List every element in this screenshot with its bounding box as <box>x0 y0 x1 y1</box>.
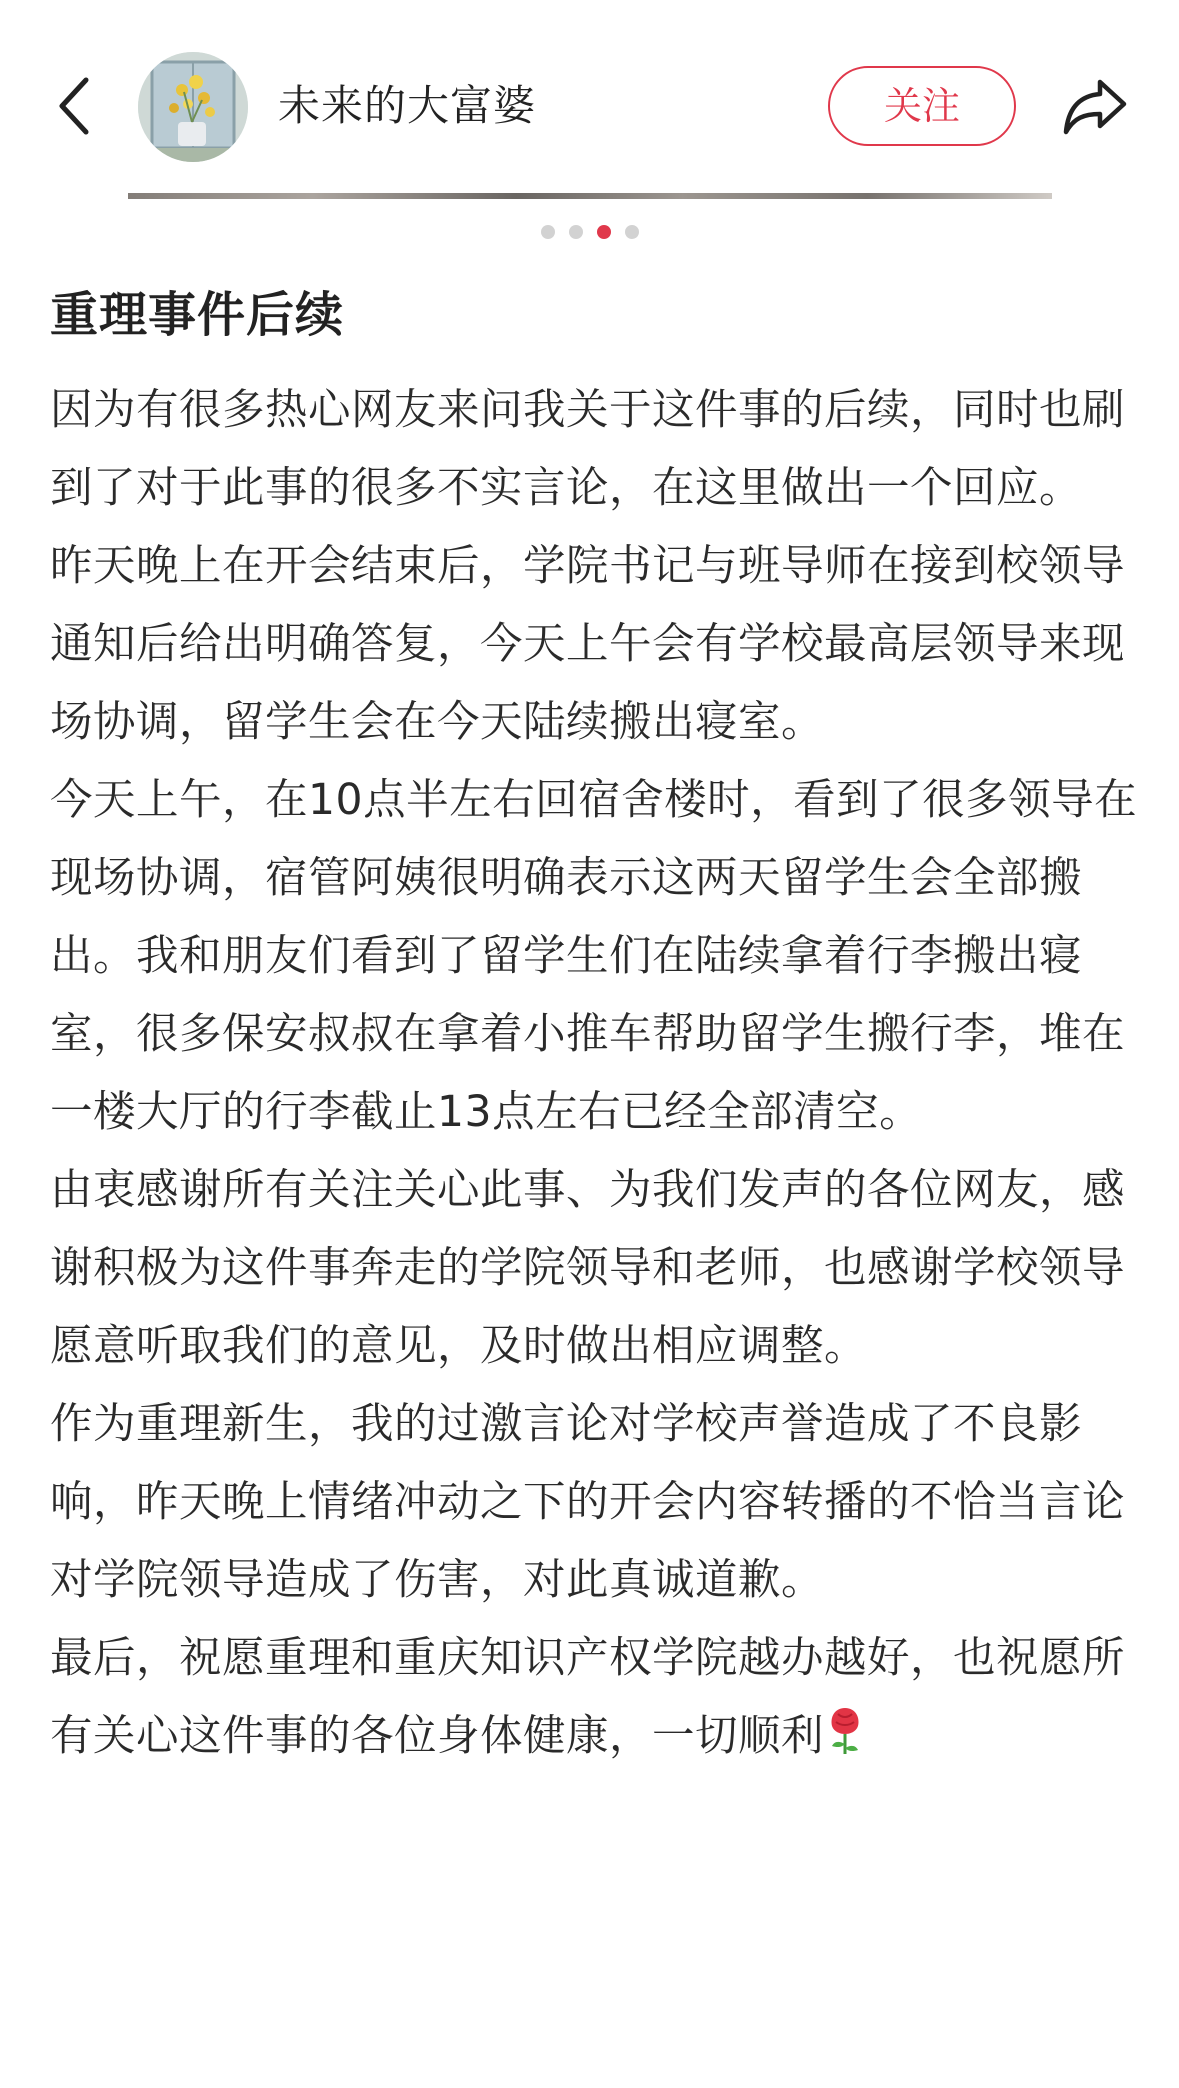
paragraph-last <box>50 1620 1140 1776</box>
avatar-flower-image <box>138 52 248 162</box>
post-title: 重理事件后续 <box>50 287 345 343</box>
author-name[interactable]: 未来的大富婆 <box>278 81 537 130</box>
back-button[interactable] <box>44 66 104 146</box>
carousel-dot[interactable] <box>569 225 583 239</box>
post-image-edge[interactable] <box>128 193 1052 199</box>
paragraph: 昨天晚上在开会结束后，学院书记与班导师在接到校领导通知后给出明确答复，今天上午会有学校最高层领导来现场协调，留学生会在今天陆续搬出寝室。 <box>50 542 1126 747</box>
carousel-dot[interactable] <box>625 225 639 239</box>
paragraph-text: 最后，祝愿重理和重庆知识产权学院越办越好，也祝愿所有关心这件事的各位身体健康，一切顺利 <box>50 1634 1126 1761</box>
carousel-dot-active[interactable] <box>597 225 611 239</box>
chevron-left-icon <box>56 76 92 136</box>
carousel-indicator <box>0 225 1179 241</box>
avatar[interactable] <box>138 52 248 162</box>
share-arrow-icon <box>1062 76 1130 136</box>
paragraph: 今天上午，在10点半左右回宿舍楼时，看到了很多领导在现场协调，宿管阿姨很明确表示这两天留学生会全部搬出。我和朋友们看到了留学生们在陆续拿着行李搬出寝室，很多保安叔叔在拿着小推车帮助留学生搬行李，堆在一楼大厅的行李截止13点左右已经全部清空。 <box>50 776 1138 1137</box>
rose-icon <box>824 1704 866 1756</box>
post-body <box>50 372 1140 1776</box>
follow-button[interactable]: 关注 <box>828 66 1016 146</box>
paragraph: 由衷感谢所有关注关心此事、为我们发声的各位网友，感谢积极为这件事奔走的学院领导和老师，也感谢学校领导愿意听取我们的意见，及时做出相应调整。 <box>50 1166 1126 1371</box>
paragraph: 作为重理新生，我的过激言论对学校声誉造成了不良影响，昨天晚上情绪冲动之下的开会内容转播的不恰当言论对学院领导造成了伤害，对此真诚道歉。 <box>50 1400 1126 1605</box>
carousel-dot[interactable] <box>541 225 555 239</box>
post-header <box>0 0 1179 200</box>
paragraph: 因为有很多热心网友来问我关于这件事的后续，同时也刷到了对于此事的很多不实言论，在这里做出一个回应。 <box>50 386 1126 513</box>
share-button[interactable] <box>1054 66 1138 146</box>
